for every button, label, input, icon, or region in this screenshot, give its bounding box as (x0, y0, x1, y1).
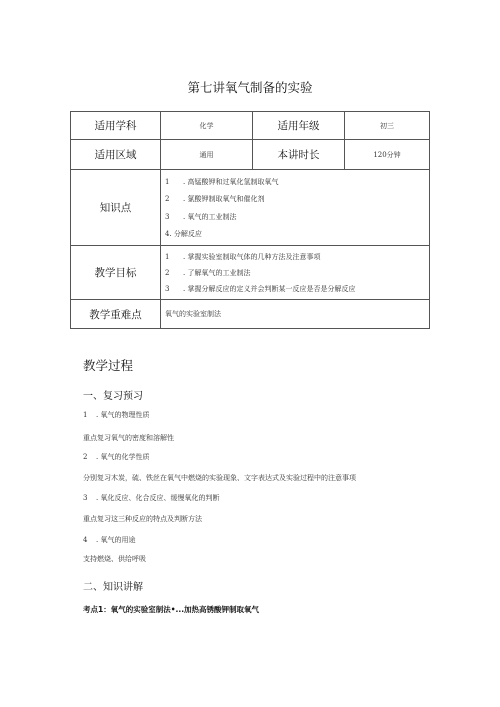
region-label: 适用区域 (71, 140, 161, 170)
list-item: 4 . 分解反应 (165, 230, 202, 239)
subject-label: 适用学科 (71, 112, 161, 140)
knowledge-label: 知识点 (71, 170, 161, 246)
list-item: 1 . 掌握实验室制取气体的几种方法及注意事项 (165, 253, 321, 261)
region-value: 通用 (161, 140, 253, 170)
review-item-detail: 分别复习木炭，硫、铁丝在氧气中燃烧的实验现象、文字表达式及实验过程中的注意事项 (83, 474, 356, 482)
course-info-table (70, 111, 430, 329)
duration-label: 本讲时长 (253, 140, 345, 170)
subject-value: 化学 (161, 112, 253, 140)
grade-value: 初三 (345, 112, 430, 140)
review-item-title: 1 . 氧气的物理性质 (83, 411, 150, 419)
table-row (71, 140, 430, 170)
list-item: 3 . 氧气的工业制法 (165, 212, 237, 221)
review-heading: 一、复习预习 (83, 391, 143, 402)
duration-value: 120分钟 (345, 140, 430, 170)
goals-list (161, 246, 430, 300)
table-row (71, 112, 430, 140)
grade-label: 适用年级 (253, 112, 345, 140)
document-title: 第七讲氧气制备的实验 (187, 80, 313, 95)
review-item-detail: 支持燃烧、供给呼吸 (83, 555, 146, 563)
knowledge-list (161, 170, 430, 246)
list-item: 2 . 了解氧气的工业制法 (165, 269, 251, 277)
review-item-title: 2 . 氧气的化学性质 (83, 453, 150, 461)
keypoint-label: 教学重难点 (71, 300, 161, 329)
table-row (71, 246, 430, 300)
list-item: 1 . 高锰酸钾和过氧化氢制取氧气 (165, 177, 279, 186)
table-row (71, 300, 430, 329)
list-item: 2 . 氯酸钾制取氧气和催化剂 (165, 195, 265, 204)
knowledge-heading: 二、知识讲解 (83, 582, 143, 593)
goals-label: 教学目标 (71, 246, 161, 300)
keypoint-value: 氧气的实验室制法 (161, 300, 430, 329)
review-item-detail: 重点复习氧气的密度和溶解性 (83, 434, 174, 442)
kaodian-title: 考点1：氧气的实验室制法•...加热高锈酸钾制取氧气 (83, 605, 260, 614)
process-heading: 教学过程 (83, 358, 134, 373)
review-item-title: 3 . 氧化反应、化合反应、缓慢氧化的判断 (83, 494, 220, 502)
table-row (71, 170, 430, 246)
review-item-title: 4 . 氧气的用途 (83, 536, 136, 544)
review-item-detail: 重点复习这三种反应的特点及判断方法 (83, 515, 202, 523)
list-item: 3 . 掌握分解反应的定义并会判断某一反应是否是分解反应 (165, 285, 356, 293)
